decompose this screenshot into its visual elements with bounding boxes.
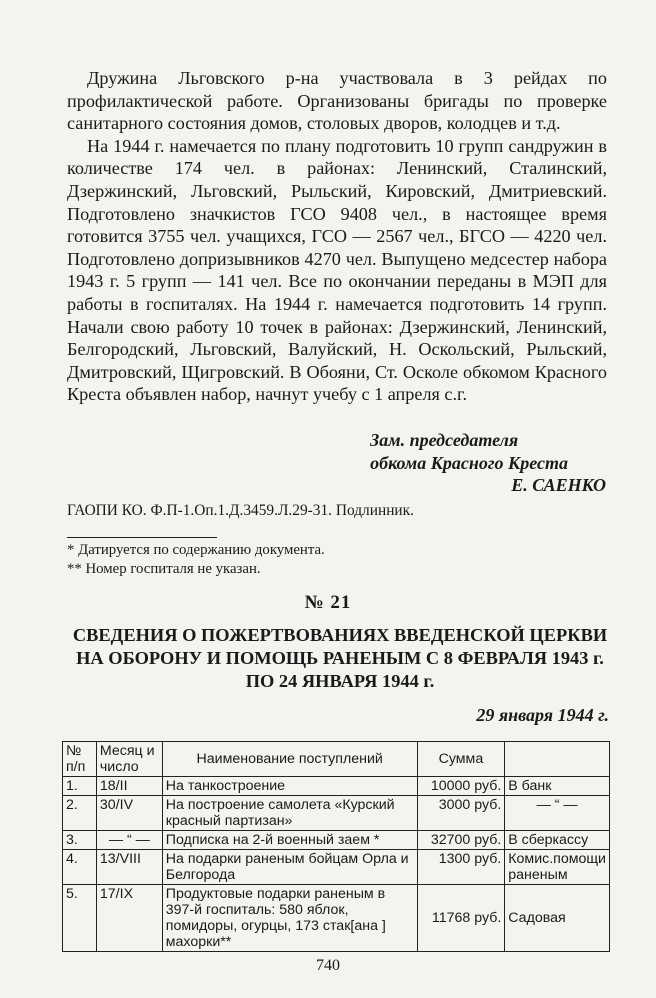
footnote-1: * Датируется по содержанию документа. [67, 542, 325, 558]
signature-title-line2: обкома Красного Креста [370, 452, 568, 473]
cell-sum: 11768 руб. [417, 885, 505, 952]
footnote-divider [67, 537, 217, 538]
footnote-2: ** Номер госпиталя не указан. [67, 561, 261, 577]
cell-note: — “ — [505, 796, 610, 831]
table-row [63, 777, 610, 796]
table-row [63, 831, 610, 850]
table-row [63, 796, 610, 831]
table-header-row [63, 742, 610, 777]
signature-name: Е. САЕНКО [511, 475, 606, 495]
cell-name: Продуктовые подарки раненым в 397-й госпиталь: 580 яблок, помидоры, огурцы, 173 стак[ана ] махорки** [162, 885, 417, 952]
document-date: 29 января 1944 г. [476, 705, 609, 725]
cell-num: 4. [63, 850, 97, 885]
intro-paragraph: Дружина Льговского р-на участвовала в 3 рейдах по профилактической работе. Организованы бригады по проверке санитарного состояния домов, столовых дворов, колодцев и т.д. [67, 68, 607, 134]
header-date: Месяц и число [96, 742, 162, 777]
cell-date: — “ — [96, 831, 162, 850]
table-row [63, 850, 610, 885]
document-title: СВЕДЕНИЯ О ПОЖЕРТВОВАНИЯХ ВВЕДЕНСКОЙ ЦЕРКВИ НА ОБОРОНУ И ПОМОЩЬ РАНЕНЫМ С 8 ФЕВРАЛЯ 1943 г. ПО 24 ЯНВАРЯ 1944 г. [72, 625, 608, 691]
table-row [63, 885, 610, 952]
cell-num: 5. [63, 885, 97, 952]
cell-note: Садовая [505, 885, 610, 952]
cell-num: 2. [63, 796, 97, 831]
cell-name: Подписка на 2-й военный заем * [162, 831, 417, 850]
cell-name: На подарки раненым бойцам Орла и Белгорода [162, 850, 417, 885]
archive-reference: ГАОПИ КО. Ф.П-1.Оп.1.Д.3459.Л.29-31. Подлинник. [67, 502, 414, 519]
cell-name: На построение самолета «Курский красный партизан» [162, 796, 417, 831]
document-number: № 21 [304, 592, 352, 613]
cell-date: 17/IX [96, 885, 162, 952]
cell-date: 18/II [96, 777, 162, 796]
main-paragraph: На 1944 г. намечается по плану подготовить 10 групп сандружин в количестве 174 чел. в районах: Ленинский, Сталинский, Дзержинский, Льговский, Рыльский, Кировский, Дмитриевский. Подготовлено значкистов ГСО 9408 чел., в настоящее время готовится 3755 чел. учащихся, ГСО — 2567 чел., БГСО — 4220 чел. Подготовлено допризывников 4270 чел. Выпущено медсестер набора 1943 г. 5 групп — 141 чел. Все по окончании переданы в МЭП для работы в госпиталях. На 1944 г. намечается подготовить 14 групп. Начали свою работу 10 точек в районах: Дзержинский, Ленинский, Белгородский, Льговский, Валуйский, Н. Оскольский, Рыльский, Дмитровский, Щигровский. В Обояни, Ст. Осколе обкомом Красного Креста объявлен набор, начнут учебу с 1 апреля с.г. [67, 135, 607, 405]
cell-name: На танкостроение [162, 777, 417, 796]
cell-num: 3. [63, 831, 97, 850]
cell-note: Комис.помощи раненым [505, 850, 610, 885]
cell-date: 13/VIII [96, 850, 162, 885]
header-num: № п/п [63, 742, 97, 777]
donations-table [62, 741, 610, 952]
header-name: Наименование поступлений [162, 742, 417, 777]
cell-date: 30/IV [96, 796, 162, 831]
signature-block [370, 429, 606, 497]
header-note [505, 742, 610, 777]
cell-sum: 32700 руб. [417, 831, 505, 850]
cell-num: 1. [63, 777, 97, 796]
body-text [67, 67, 607, 406]
cell-sum: 1300 руб. [417, 850, 505, 885]
header-sum: Сумма [417, 742, 505, 777]
cell-note: В банк [505, 777, 610, 796]
signature-title-line1: Зам. председателя [370, 430, 519, 450]
cell-note: В сберкассу [505, 831, 610, 850]
cell-sum: 10000 руб. [417, 777, 505, 796]
cell-sum: 3000 руб. [417, 796, 505, 831]
page-number: 740 [316, 957, 340, 974]
